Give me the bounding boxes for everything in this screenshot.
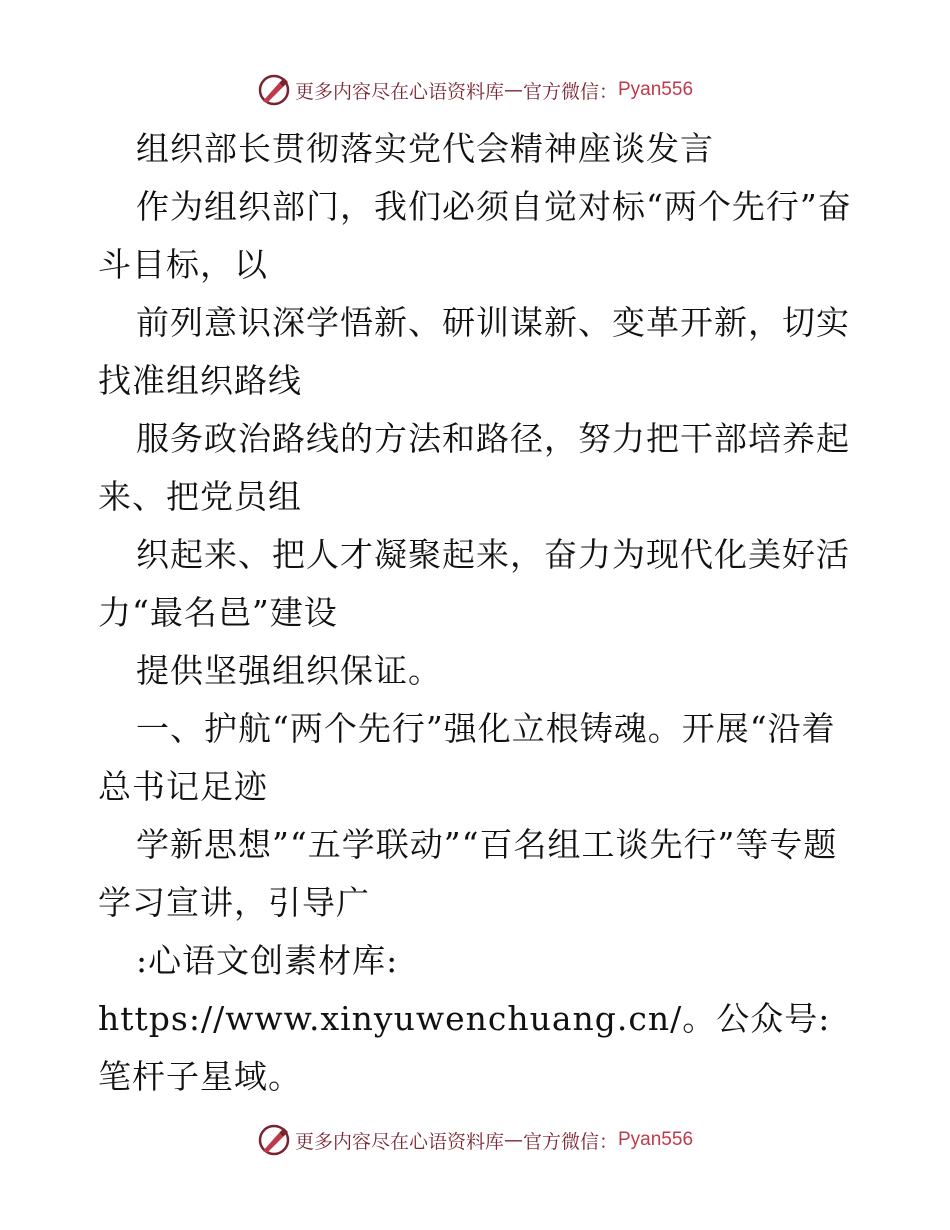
paragraph: 提供坚强组织保证。 (136, 651, 442, 690)
banner-site-text: 更多内容尽在心语资料库 (294, 80, 504, 103)
banner-wechat-label: 官方微信： (522, 80, 618, 103)
source-note-paragraph: :心语文创素材库: https://www.xinyuwenchuang.cn/。公众号: 笔杆子星域。 (98, 941, 831, 1096)
paragraph: 织起来、把人才凝聚起来，奋力为现代化美好活力“最名邑”建设 (98, 535, 850, 632)
paragraph: 一、护航“两个先行”强化立根铸魂。开展“沿着总书记足迹 (98, 709, 836, 806)
footer-watermark-banner (0, 1120, 950, 1160)
banner-wechat-label: 官方微信： (522, 1130, 618, 1153)
pen-nib-logo-icon (257, 73, 291, 107)
document-body (98, 120, 858, 1106)
document-title: 组织部长贯彻落实党代会精神座谈发言 (136, 129, 714, 168)
paragraph: 学新思想”“五学联动”“百名组工谈先行”等专题学习宣讲，引导广 (98, 825, 838, 922)
header-watermark-banner (0, 70, 950, 110)
pen-nib-logo-icon (257, 1123, 291, 1157)
banner-site-text: 更多内容尽在心语资料库 (294, 1130, 504, 1153)
banner-separator: — (503, 1129, 523, 1151)
paragraph: 前列意识深学悟新、研训谋新、变革开新，切实找准组织路线 (98, 303, 850, 400)
banner-separator: — (503, 79, 523, 101)
banner-wechat-id: Pyan556 (618, 1129, 694, 1150)
paragraph: 作为组织部门，我们必须自觉对标“两个先行”奋斗目标，以 (98, 187, 852, 284)
paragraph: 服务政治路线的方法和路径，努力把干部培养起来、把党员组 (98, 419, 850, 516)
banner-wechat-id: Pyan556 (618, 79, 694, 100)
